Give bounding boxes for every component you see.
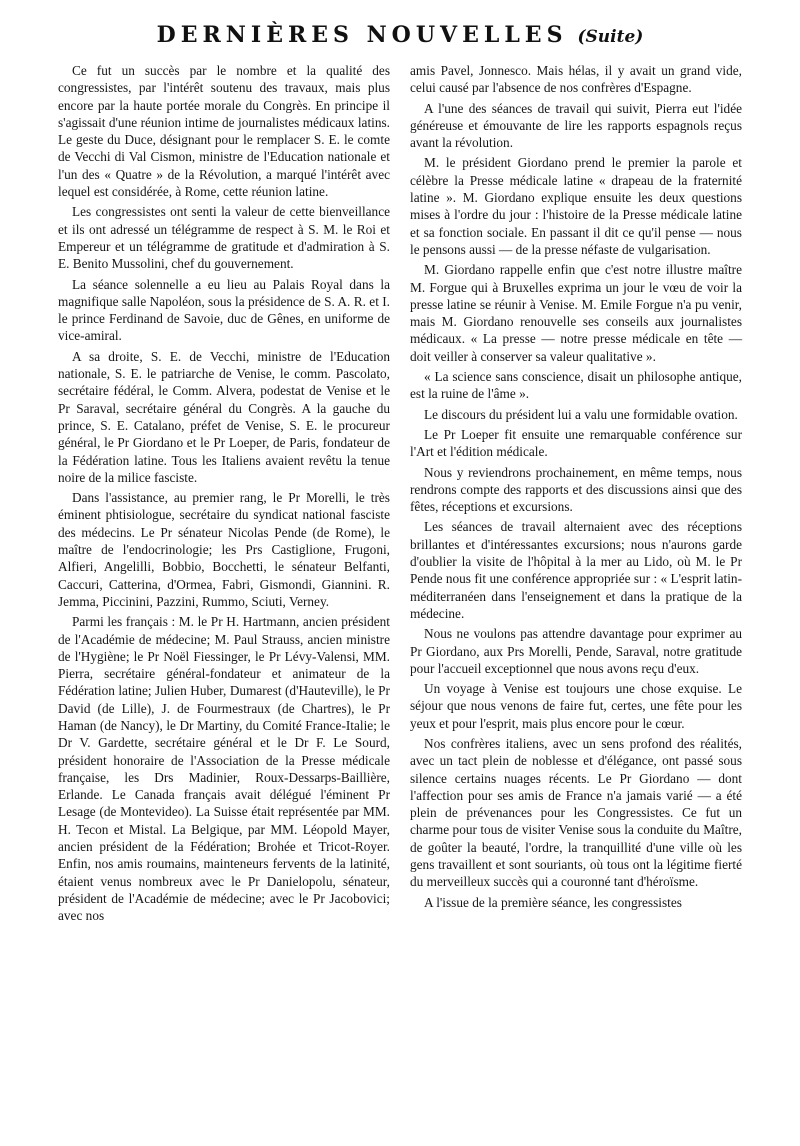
page-header	[0, 22, 800, 48]
article-columns	[58, 62, 742, 925]
left-column	[58, 62, 390, 925]
paragraph: Les congressistes ont senti la valeur de cette bienveillance et ils ont adressé un télégramme de respect à S. M. le Roi et Empereur et un télégramme de gratitude et d'admiration à S. E. Benito Mussolini, chef du gouvernement.	[58, 204, 390, 272]
section-title: DERNIÈRES NOUVELLES	[156, 22, 568, 48]
paragraph: Le discours du président lui a valu une formidable ovation.	[424, 406, 738, 422]
paragraph: Nous ne voulons pas attendre davantage pour exprimer au Pr Giordano, aux Prs Morelli, Pende, Saraval, notre gratitude pour l'accueil exceptionnel que nous avons reçu d'eux.	[410, 626, 742, 676]
paragraph: Parmi les français : M. le Pr H. Hartmann, ancien président de l'Académie de médecine; M. Paul Strauss, ancien ministre de l'Hygiène; le Pr Noël Fiessinger, le Pr Lévy-Valensi, MM. Pierra, secrétaire général-fondateur et animateur de la Fédération latine; Julien Huber, Dumarest (d'Hauteville), le Pr David (de Lille), J. de Fourmestraux (de Chartres), le Pr Haman (de Nancy), le Dr Martiny, du Comité France-Italie; le Dr V. Gardette, secrétaire général et le Dr F. Le Sourd, président honoraire de l'Association de la Presse médicale française, les Drs Madinier, Roux-Dessarps-Baillière, Erlande. Le Canada français avait délégué l'éminent Pr Lesage (de Montevideo). La Suisse était représentée par MM. H. Tecon et Mistal. La Belgique, par MM. Léopold Mayer, ancien président de la Fédération; Brohée et Tricot-Royer. Enfin, nos amis roumains, mainteneurs fervents de la latinité, étaient venus nombreux avec le Pr Danielopolu, sénateur, président de l'Académie de médecine; avec le Pr Jacobovici; avec nos	[58, 614, 390, 924]
paragraph: Nous y reviendrons prochainement, en même temps, nous rendrons compte des rapports et des discussions ainsi que des fêtes, réceptions et excursions.	[410, 464, 742, 515]
section-title-suffix: (Suite)	[577, 27, 644, 47]
paragraph: « La science sans conscience, disait un philosophe antique, est la ruine de l'âme ».	[410, 369, 742, 402]
paragraph: Le Pr Loeper fit ensuite une remarquable conférence sur l'Art et l'édition médicale.	[410, 426, 742, 460]
paragraph: La séance solennelle a eu lieu au Palais Royal dans la magnifique salle Napoléon, sous la présidence de S. A. R. et I. le prince Ferdinand de Savoie, duc de Gênes, en uniforme de vice-amiral.	[58, 276, 390, 344]
right-column	[410, 62, 742, 925]
paragraph-continuation: amis Pavel, Jonnesco. Mais hélas, il y avait un grand vide, celui causé par l'absence de nos confrères d'Espagne.	[410, 63, 742, 96]
paragraph: Dans l'assistance, au premier rang, le Pr Morelli, le très éminent phtisiologue, secrétaire du syndicat national fasciste des médecins. Le Pr sénateur Nicolas Pende (de Rome), le maître de l'endocrinologie; les Prs Castiglione, Frugoni, Alfieri, Angelilli, Bobbio, Bocchetti, le sénateur Belfanti, Caccuri, Catterina, d'Ormea, Fabri, Gismondi, Giannini. R. Jemma, Piccinini, Pazzini, Rummo, Sciuti, Verney.	[58, 490, 390, 609]
paragraph: A sa droite, S. E. de Vecchi, ministre de l'Education nationale, S. E. le patriarche de Venise, le comm. Pascolato, secrétaire fédéral, le Comm. Alvera, podestat de Venise et le Pr Saraval, secrétaire général du Congrès. A la gauche du prince, S. E. Catalano, préfet de Venise, S. E. le procureur général, le Pr Giordano et le Pr Loeper, de Paris, fondateur de la Fédération latine. Tous les Italiens avaient revêtu la tenue noire de la milice fasciste.	[58, 348, 390, 485]
paragraph: Ce fut un succès par le nombre et la qualité des congressistes, par l'intérêt soutenu des travaux, mais plus encore par la haute portée morale du Congrès. En principe il s'agissait d'une réunion intime de journalistes médicaux latins. Le geste du Duce, désignant pour le remplacer S. E. le comte de Vecchi di Val Cismon, ministre de l'Education nationale et l'un des « Quatre » de la Révolution, a marqué l'intérêt avec lequel est considérée, à Rome, cette réunion latine.	[58, 63, 390, 200]
paragraph: M. Giordano rappelle enfin que c'est notre illustre maître M. Forgue qui à Bruxelles exprima un jour le vœu de voir la presse latine se réunir à Venise. M. Emile Forgue n'a pu venir, mais M. Giordano renouvelle ses conseils aux journalistes médicaux. « La presse — notre presse médicale en tête — doit veiller à conserver sa valeur qualitative ».	[410, 262, 742, 364]
paragraph: M. le président Giordano prend le premier la parole et célèbre la Presse médicale latine « drapeau de la fraternité latine ». M. Giordano explique ensuite les deux questions mises à l'ordre du jour : l'histoire de la Presse médicale latine et sa fonction sociale. En passant il dit ce qu'il pense — nous le pensons aussi — de la presse néfaste de vulgarisation.	[410, 155, 742, 257]
paragraph: A l'issue de la première séance, les congressistes	[424, 894, 682, 910]
paragraph: Un voyage à Venise est toujours une chose exquise. Le séjour que nous venons de faire fut, certes, une fête pour les yeux et pour l'esprit, mais plus encore pour le cœur.	[410, 681, 742, 731]
paragraph: Nos confrères italiens, avec un sens profond des réalités, avec un tact plein de noblesse et d'élégance, ont passé sous silence certains nuages récents. Le Pr Giordano — dont l'affection pour ses amis de France n'a jamais varié — a été plein de prévenances pour les Congressistes. Ce fut un charme pour tous de visiter Venise sous la conduite du Maître, de goûter la beauté, l'ordre, la tranquillité d'une ville où les gens travaillent et sont souriants, où tous ont la légitime fierté du merveilleux succès qui a couronné tant d'héroïsme.	[410, 735, 742, 890]
paragraph: Les séances de travail alternaient avec des réceptions brillantes et d'intéressantes excursions; nous n'aurons garde d'oublier la visite de l'hôpital à la mer au Lido, où M. le Pr Pende nous fit une conférence appropriée sur : « L'esprit latin-méditerranéen dans l'enseignement et dans la pratique de la médecine.	[410, 519, 742, 621]
paragraph: A l'une des séances de travail qui suivit, Pierra eut l'idée généreuse et émouvante de lire les rapports espagnols reçus avant la révolution.	[410, 100, 742, 151]
